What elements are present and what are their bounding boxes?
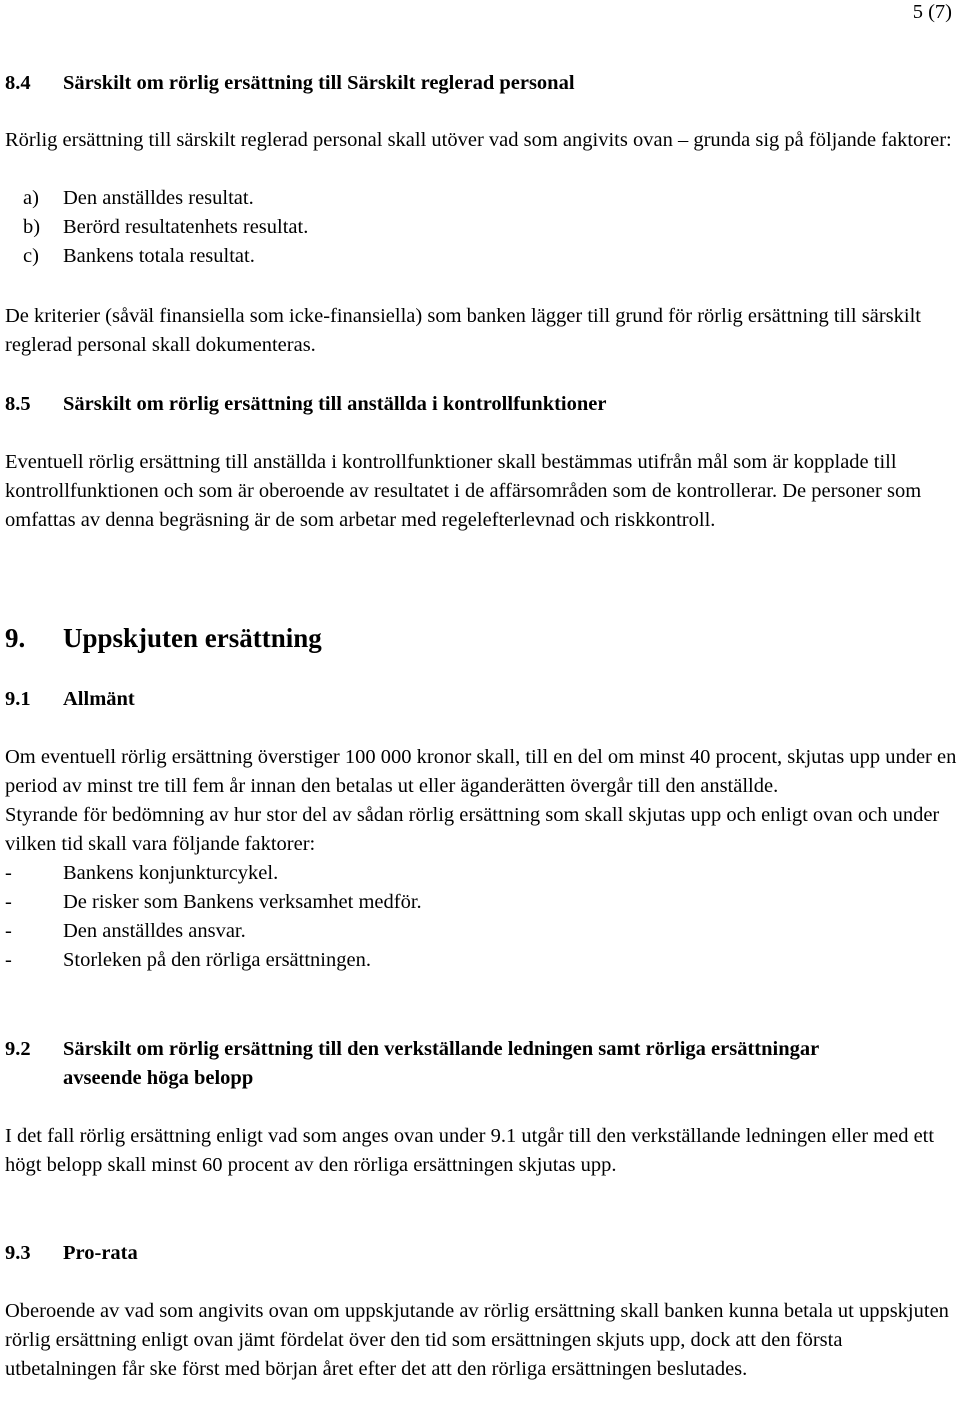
section-9-1-paragraph-2: Styrande för bedömning av hur stor del av sådan rörlig ersättning som skall skjutas upp och enligt ovan och under vilken tid skall vara följande faktorer:: [5, 804, 940, 855]
section-title: Allmänt: [63, 688, 135, 710]
section-9-1-body: [5, 743, 958, 975]
list-item-text: Den anställdes resultat.: [63, 187, 254, 209]
section-9-3-heading: [5, 1239, 958, 1268]
section-8-4-intro: Rörlig ersättning till särskilt reglerad personal skall utöver vad som angivits ovan – grunda sig på följande faktorer:: [5, 129, 952, 151]
list-item: [5, 859, 958, 888]
list-marker: -: [5, 949, 12, 971]
list-marker: b): [23, 216, 41, 238]
list-item: [5, 946, 958, 975]
section-8-4-heading: [5, 69, 958, 98]
list-item-text: Berörd resultatenhets resultat.: [63, 216, 309, 238]
list-item: [5, 184, 958, 213]
section-8-4-paragraph: De kriterier (såväl finansiella som icke-finansiella) som banken lägger till grund för rörlig ersättning till särskilt reglerad personal skall dokumenteras.: [5, 305, 921, 356]
list-item-text: Bankens totala resultat.: [63, 245, 255, 267]
list-marker: c): [23, 245, 39, 267]
list-item-text: Bankens konjunkturcykel.: [63, 862, 279, 884]
list-marker: a): [23, 187, 39, 209]
list-item-text: Storleken på den rörliga ersättningen.: [63, 949, 371, 971]
list-marker: -: [5, 862, 12, 884]
section-9-2-heading: [5, 1035, 958, 1093]
section-8-5-heading: [5, 390, 958, 419]
section-title: Särskilt om rörlig ersättning till den verkställande ledningen samt rörliga ersättningar avseende höga belopp: [63, 1038, 819, 1089]
list-item-text: De risker som Bankens verksamhet medför.: [63, 891, 422, 913]
section-number: 8.5: [5, 393, 31, 415]
list-item: [5, 213, 958, 242]
section-9-1-paragraph-1: Om eventuell rörlig ersättning överstiger 100 000 kronor skall, till en del om minst 40 procent, skjutas upp under en period av minst tre till fem år innan den betalas ut eller äganderätten övergår till den anställde.: [5, 746, 957, 797]
section-number: 9.2: [5, 1038, 31, 1060]
list-marker: -: [5, 920, 12, 942]
section-8-5-paragraph: Eventuell rörlig ersättning till anställda i kontrollfunktioner skall bestämmas utifrån mål som är kopplade till kontrollfunktionen och som är oberoende av resultatet i de affärsområden som de kontrollerar. De personer som omfattas av denna begräsning är de som arbetar med regelefterlevnad och riskkontroll.: [5, 451, 922, 531]
section-number: 9.1: [5, 688, 31, 710]
section-9-heading: [5, 622, 958, 654]
section-number: 9.3: [5, 1242, 31, 1264]
page-number: 5 (7): [912, 1, 952, 23]
section-number: 8.4: [5, 72, 31, 94]
list-item-text: Den anställdes ansvar.: [63, 920, 246, 942]
section-8-4-list: [5, 184, 958, 271]
section-number: 9.: [5, 623, 26, 653]
list-item: [5, 242, 958, 271]
section-9-3-paragraph: Oberoende av vad som angivits ovan om uppskjutande av rörlig ersättning skall banken kunna betala ut uppskjuten rörlig ersättning enligt ovan jämt fördelat över den tid som ersättningen skjuts upp, dock att den första utbetalningen får ske först med början året efter det att den rörliga ersättningen beslutades.: [5, 1300, 949, 1380]
section-title: Särskilt om rörlig ersättning till Särskilt reglerad personal: [63, 72, 575, 94]
list-item: [5, 888, 958, 917]
section-9-1-heading: [5, 685, 958, 714]
section-title: Särskilt om rörlig ersättning till anställda i kontrollfunktioner: [63, 393, 607, 415]
section-title: Pro-rata: [63, 1242, 138, 1264]
list-marker: -: [5, 891, 12, 913]
section-title: Uppskjuten ersättning: [63, 623, 322, 653]
list-item: [5, 917, 958, 946]
section-9-2-paragraph: I det fall rörlig ersättning enligt vad som anges ovan under 9.1 utgår till den verkställande ledningen eller med ett högt belopp skall minst 60 procent av den rörliga ersättningen skjutas upp.: [5, 1125, 935, 1176]
